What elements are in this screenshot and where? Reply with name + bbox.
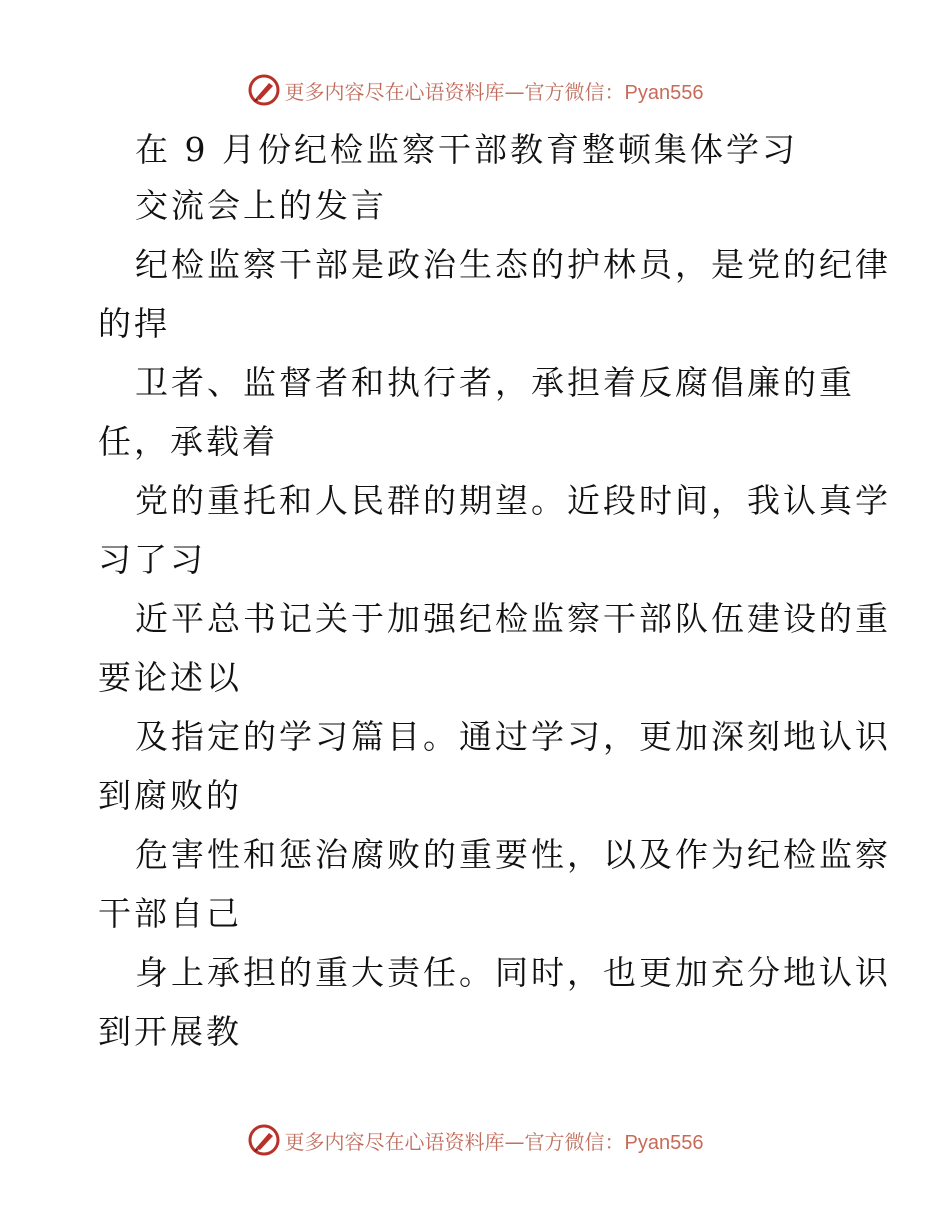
watermark-account-label: 官方微信： [524,1129,625,1154]
paragraph-line: 到开展教 [98,1012,242,1051]
paragraph-line: 近平总书记关于加强纪检监察干部队伍建设的重 [135,599,891,638]
paragraph-line: 及指定的学习篇目。通过学习，更加深刻地认识 [135,717,891,756]
watermark-account-id: Pyan556 [624,81,704,104]
paragraph-line: 习了习 [98,540,206,579]
paragraph-line: 党的重托和人民群的期望。近段时间，我认真学 [135,481,891,520]
watermark-text [285,76,704,105]
title-line-1: 在 9 月份纪检监察干部教育整顿集体学习 [135,130,798,169]
watermark-text [285,1126,704,1155]
pen-logo-icon [247,1123,281,1157]
header-watermark [0,70,950,110]
paragraph-line: 干部自己 [98,894,242,933]
title-line-2: 交流会上的发言 [135,186,387,225]
watermark-account-id: Pyan556 [624,1131,704,1154]
paragraph-line: 危害性和惩治腐败的重要性，以及作为纪检监察 [135,835,891,874]
footer-watermark [0,1120,950,1160]
watermark-main: 更多内容尽在心语资料库 [284,1129,505,1154]
paragraph-line: 卫者、监督者和执行者，承担着反腐倡廉的重 [135,363,855,402]
watermark-dash: — [504,1129,525,1154]
paragraph-line: 的捍 [98,304,170,343]
paragraph-line: 要论述以 [98,658,242,697]
paragraph-line: 任，承载着 [98,422,278,461]
pen-logo-icon [247,73,281,107]
watermark-dash: — [504,79,525,104]
watermark-main: 更多内容尽在心语资料库 [284,79,505,104]
paragraph-line: 身上承担的重大责任。同时，也更加充分地认识 [135,953,891,992]
watermark-account-label: 官方微信： [524,79,625,104]
paragraph-line: 纪检监察干部是政治生态的护林员，是党的纪律 [135,245,891,284]
paragraph-line: 到腐败的 [98,776,242,815]
